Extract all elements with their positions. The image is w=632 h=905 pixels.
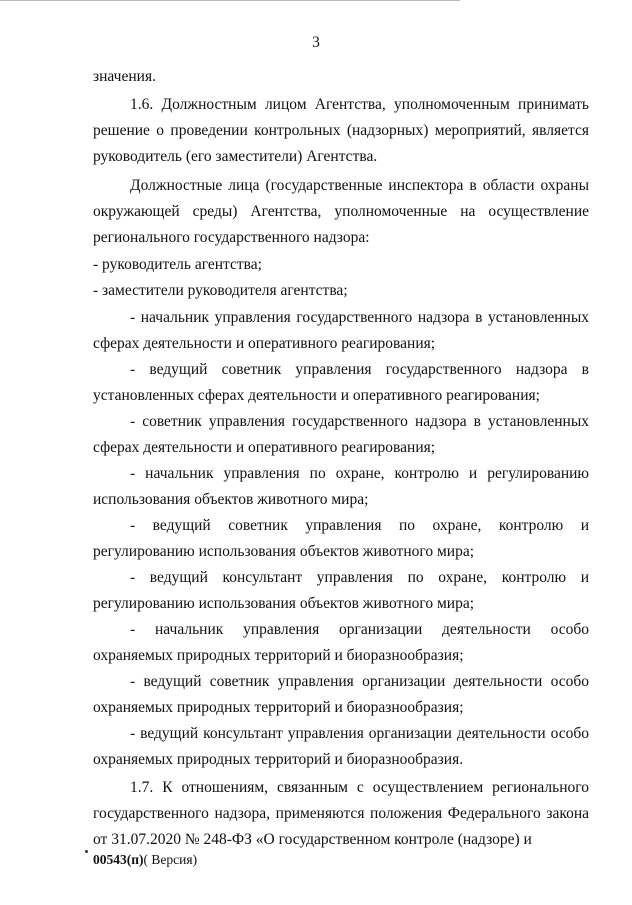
- list-item: - советник управления государственного надзора в установленных сферах деятельности и оперативного реагирования;: [93, 413, 589, 456]
- list-item: - ведущий советник управления государственного надзора в установленных сферах деятельности и оперативного реагирования;: [93, 361, 589, 404]
- document-body: [93, 64, 589, 853]
- page-number: 3: [312, 34, 320, 51]
- list-item: - заместители руководителя агентства;: [93, 282, 348, 299]
- version-label: ( Версия): [143, 852, 198, 867]
- document-code: 00543(п): [93, 852, 144, 867]
- list-item: - ведущий советник управления организации деятельности особо охраняемых природных территорий и биоразнообразия;: [93, 673, 589, 716]
- list-item: - ведущий советник управления по охране, контролю и регулированию использования объектов животного мира;: [93, 517, 589, 560]
- paragraph: 1.7. К отношениям, связанным с осуществлением регионального государственного надзора, применяются положения Федерального закона от 31.07.2020 № 248-ФЗ «О государственном контроле (надзоре) и: [93, 779, 589, 848]
- list-item: - руководитель агентства;: [93, 256, 262, 273]
- list-item: - начальник управления по охране, контролю и регулированию использования объектов животного мира;: [93, 465, 589, 508]
- list-item: - ведущий консультант управления по охране, контролю и регулированию использования объектов животного мира;: [93, 569, 589, 612]
- paragraph: значения.: [93, 68, 156, 85]
- list-item: - ведущий консультант управления организации деятельности особо охраняемых природных территорий и биоразнообразия.: [93, 725, 589, 768]
- list-item: - начальник управления государственного надзора в установленных сферах деятельности и оперативного реагирования;: [93, 309, 589, 352]
- paragraph: Должностные лица (государственные инспектора в области охраны окружающей среды) Агентства, уполномоченные на осуществление регионального государственного надзора:: [93, 177, 589, 246]
- scan-speck: [85, 850, 88, 853]
- footer: [93, 852, 197, 868]
- list-item: - начальник управления организации деятельности особо охраняемых природных территорий и биоразнообразия;: [93, 621, 589, 664]
- paragraph: 1.6. Должностным лицом Агентства, уполномоченным принимать решение о проведении контрольных (надзорных) мероприятий, является руководитель (его заместители) Агентства.: [93, 96, 589, 165]
- top-rule: [0, 0, 460, 1]
